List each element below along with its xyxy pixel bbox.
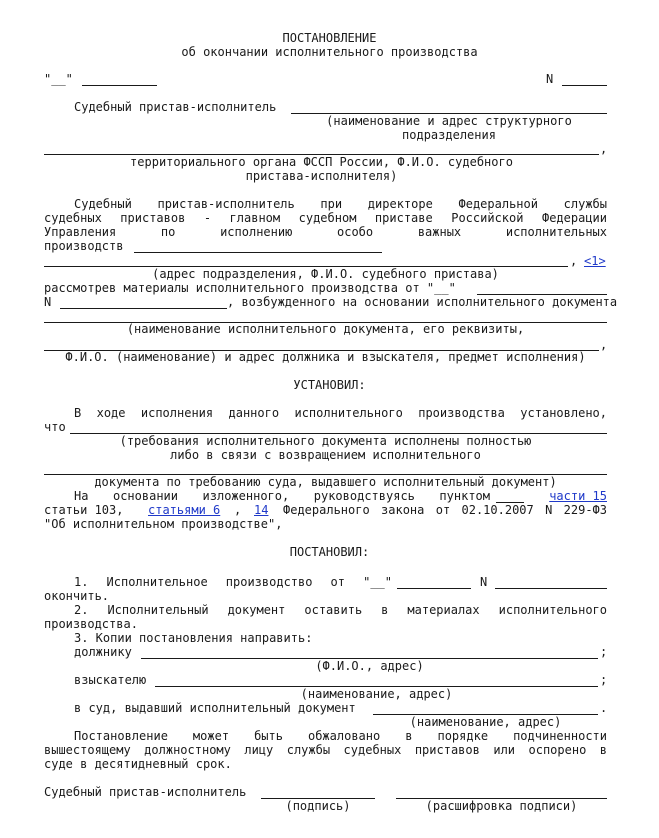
signature-hint: (подпись) xyxy=(285,799,351,813)
date-quote: "__" xyxy=(44,72,73,86)
intro-hint: (адрес подразделения, Ф.И.О. судебного пристава) xyxy=(152,267,499,281)
signature-label: Судебный пристав-исполнитель xyxy=(44,785,247,799)
court-hint: (наименование, адрес) xyxy=(409,715,562,729)
number-label: N xyxy=(546,72,554,86)
basis-text-3: Федерального закона от 02.10.2007 N 229-ФЗ xyxy=(283,503,607,517)
law-name: "Об исполнительном производстве", xyxy=(44,517,283,531)
bailiff-comma: , xyxy=(600,142,608,156)
basis-sep: , xyxy=(234,503,242,517)
court-label: в суд, выдавший исполнительный документ xyxy=(74,701,356,715)
debtor-label: должнику xyxy=(74,645,132,659)
intro-line-2: судебных приставов - главном судебном приставе Российской Федерации xyxy=(44,211,607,225)
footnote-link[interactable]: <1> xyxy=(584,254,606,268)
item2-text-2: производства. xyxy=(44,617,138,631)
resolved-heading: ПОСТАНОВИЛ: xyxy=(289,545,370,559)
debtor-info-comma: , xyxy=(600,338,608,352)
item3-text: 3. Копии постановления направить: xyxy=(74,631,313,645)
item1-number-field[interactable] xyxy=(495,588,607,589)
basis-text-2: статьи 103, xyxy=(44,503,124,517)
established-that: что xyxy=(44,420,66,434)
basis-link-14[interactable]: 14 xyxy=(254,503,269,517)
number-field[interactable] xyxy=(562,85,607,86)
established-heading: УСТАНОВИЛ: xyxy=(293,378,366,392)
established-hint-1: (требования исполнительного документа исполнены полностью xyxy=(119,434,532,448)
bailiff-hint-1: (наименование и адрес структурного xyxy=(326,114,572,128)
debtor-hint: (Ф.И.О., адрес) xyxy=(315,659,424,673)
claimant-semicolon: ; xyxy=(600,673,608,687)
item1-text: 1. Исполнительное производство от "__" xyxy=(74,575,392,589)
claimant-label: взыскателю xyxy=(74,673,147,687)
intro-line-3: Управления по исполнению особо важных исполнительных xyxy=(44,225,607,239)
bailiff-hint-4: пристава-исполнителя) xyxy=(245,169,398,183)
date-field[interactable] xyxy=(82,85,157,86)
intro-line-1: Судебный пристав-исполнитель при директоре Федеральной службы xyxy=(74,197,607,211)
bailiff-hint-3: территориального органа ФССП России, Ф.И.О. судебного xyxy=(130,155,513,169)
established-line-1: В ходе исполнения данного исполнительного производства установлено, xyxy=(74,406,607,420)
intro-field-1[interactable] xyxy=(134,252,382,253)
item1-date-field[interactable] xyxy=(397,588,471,589)
debtor-semicolon: ; xyxy=(600,645,608,659)
exec-doc-hint: (наименование исполнительного документа, его реквизиты, xyxy=(126,322,525,336)
proceeding-number-field[interactable] xyxy=(60,308,227,309)
bailiff-label: Судебный пристав-исполнитель xyxy=(74,100,277,114)
established-hint-2: либо в связи с возвращением исполнительного xyxy=(170,448,481,462)
debtor-info-hint: Ф.И.О. (наименование) и адрес должника и взыскателя, предмет исполнения) xyxy=(65,350,586,364)
initiated-text: , возбужденного на основании исполнительного документа xyxy=(227,295,618,309)
item1-finish: окончить. xyxy=(44,589,110,603)
document-title: ПОСТАНОВЛЕНИЕ xyxy=(282,31,377,45)
basis-link-part[interactable]: части 15 xyxy=(549,489,607,503)
bailiff-hint-2: подразделения xyxy=(402,128,496,142)
considered-text: рассмотрев материалы исполнительного производства от "__" xyxy=(44,281,456,295)
appeal-line-1: Постановление может быть обжаловано в порядке подчиненности xyxy=(74,729,607,743)
court-period: . xyxy=(600,701,608,715)
n-label: N xyxy=(44,295,52,309)
signature-decode-hint: (расшифровка подписи) xyxy=(425,799,578,813)
item2-text: 2. Исполнительный документ оставить в материалах исполнительного xyxy=(74,603,607,617)
document-subtitle: об окончании исполнительного производства xyxy=(181,45,478,59)
item1-n-label: N xyxy=(480,575,488,589)
established-hint-3: документа по требованию суда, выдавшего исполнительный документ) xyxy=(94,475,557,489)
claimant-hint: (наименование, адрес) xyxy=(300,687,453,701)
basis-text-1: На основании изложенного, руководствуясь пунктом xyxy=(74,489,490,503)
intro-comma: , xyxy=(570,254,578,268)
appeal-line-3: суде в десятидневный срок. xyxy=(44,757,232,771)
basis-link-articles[interactable]: статьями 6 xyxy=(148,503,221,517)
appeal-line-2: вышестоящему должностному лицу службы судебных приставов или оспорено в xyxy=(44,743,607,757)
intro-line-4-label: производств xyxy=(44,239,124,253)
